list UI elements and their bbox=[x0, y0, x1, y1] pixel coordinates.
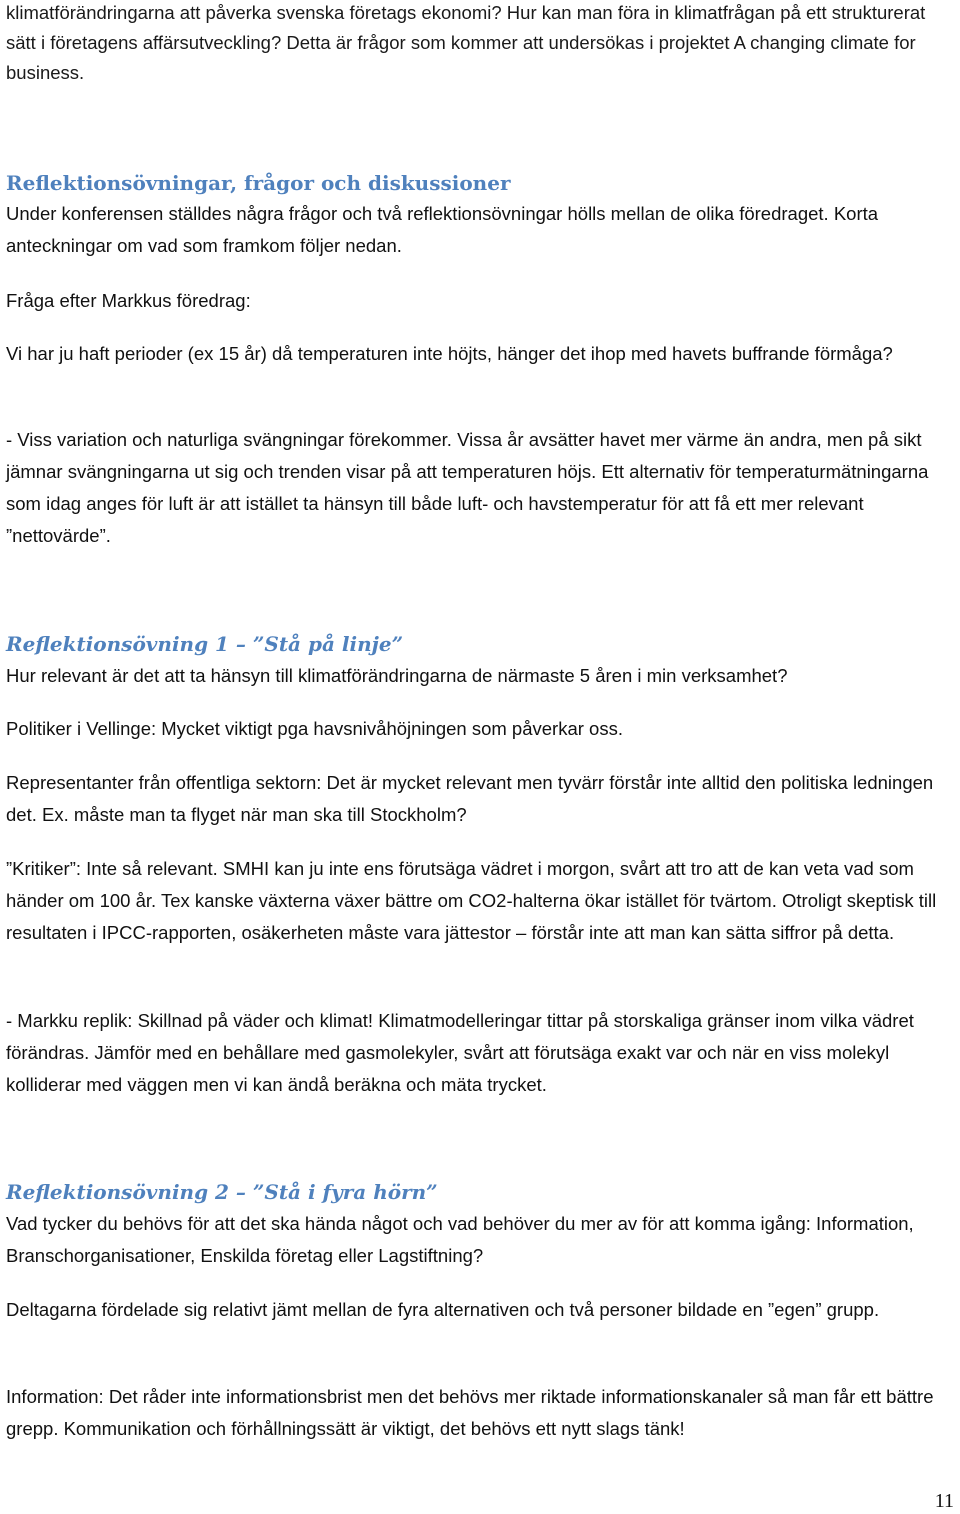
exercise-1-heading: Reflektionsövning 1 – ”Stå på linje” bbox=[6, 632, 404, 656]
exercise-1-markku-reply: - Markku replik: Skillnad på väder och klimat! Klimatmodelleringar tittar på storskaliga gränser inom vilka vädret förändras. Jämför med en behållare med gasmolekyler, svårt att förutsäga exakt var och när en viss molekyl kolliderar med väggen men vi kan ändå beräkna och mäta trycket. bbox=[6, 1010, 914, 1095]
exercise-2-heading: Reflektionsövning 2 – ”Stå i fyra hörn” bbox=[6, 1180, 438, 1204]
section-heading-reflections: Reflektionsövningar, frågor och diskussioner bbox=[6, 171, 511, 195]
exercise-1-public-sector: Representanter från offentliga sektorn: Det är mycket relevant men tyvärr förstår inte alltid den politiska ledningen det. Ex. måste man ta flyget när man ska till Stockholm? bbox=[6, 772, 934, 825]
exercise-1-question: Hur relevant är det att ta hänsyn till klimatförändringarna de närmaste 5 åren i min verksamhet? bbox=[6, 665, 788, 686]
question-paragraph: Vi har ju haft perioder (ex 15 år) då temperaturen inte höjts, hänger det ihop med havets buffrande förmåga? bbox=[6, 343, 893, 364]
conference-paragraph: Under konferensen ställdes några frågor och två reflektionsövningar hölls mellan de olika föredraget. Korta anteckningar om vad som framkom följer nedan. bbox=[6, 203, 879, 256]
page-number: 11 bbox=[934, 1490, 954, 1512]
exercise-1-politician: Politiker i Vellinge: Mycket viktigt pga havsnivåhöjningen som påverkar oss. bbox=[6, 718, 623, 739]
exercise-1-critics: ”Kritiker”: Inte så relevant. SMHI kan ju inte ens förutsäga vädret i morgon, svårt att tro att de kan veta vad som händer om 100 år. Tex kanske växterna växer bättre om CO2-halterna ökar istället för tvärtom. Otroligt skeptisk till resultaten i IPCC-rapporten, osäkerheten måste vara jättestor – förstår inte att man kan sätta siffror på detta. bbox=[6, 858, 937, 943]
exercise-2-question: Vad tycker du behövs för att det ska hända något och vad behöver du mer av för att komma igång: Information, Branschorganisationer, Enskilda företag eller Lagstiftning? bbox=[6, 1213, 914, 1266]
exercise-2-information: Information: Det råder inte informationsbrist men det behövs mer riktade informationskanaler så man får ett bättre grepp. Kommunikation och förhållningssätt är viktigt, det behövs ett nytt slags tänk! bbox=[6, 1386, 934, 1439]
exercise-2-distribution: Deltagarna fördelade sig relativt jämt mellan de fyra alternativen och två personer bildade en ”egen” grupp. bbox=[6, 1299, 880, 1320]
answer-paragraph: - Viss variation och naturliga svängningar förekommer. Vissa år avsätter havet mer värme än andra, men på sikt jämnar svängningarna ut sig och trenden visar på att temperaturen höjs. Ett alternativ för temperaturmätningarna som idag anges för luft är att istället ta hänsyn till både luft- och havstemperatur för att få ett mer relevant ”nettovärde”. bbox=[6, 429, 929, 546]
question-label: Fråga efter Markkus föredrag: bbox=[6, 290, 251, 311]
intro-paragraph: klimatförändringarna att påverka svenska företags ekonomi? Hur kan man föra in klimatfrågan på ett strukturerat sätt i företagens affärsutveckling? Detta är frågor som kommer att undersökas i projektet A changing climate for business. bbox=[6, 2, 926, 83]
